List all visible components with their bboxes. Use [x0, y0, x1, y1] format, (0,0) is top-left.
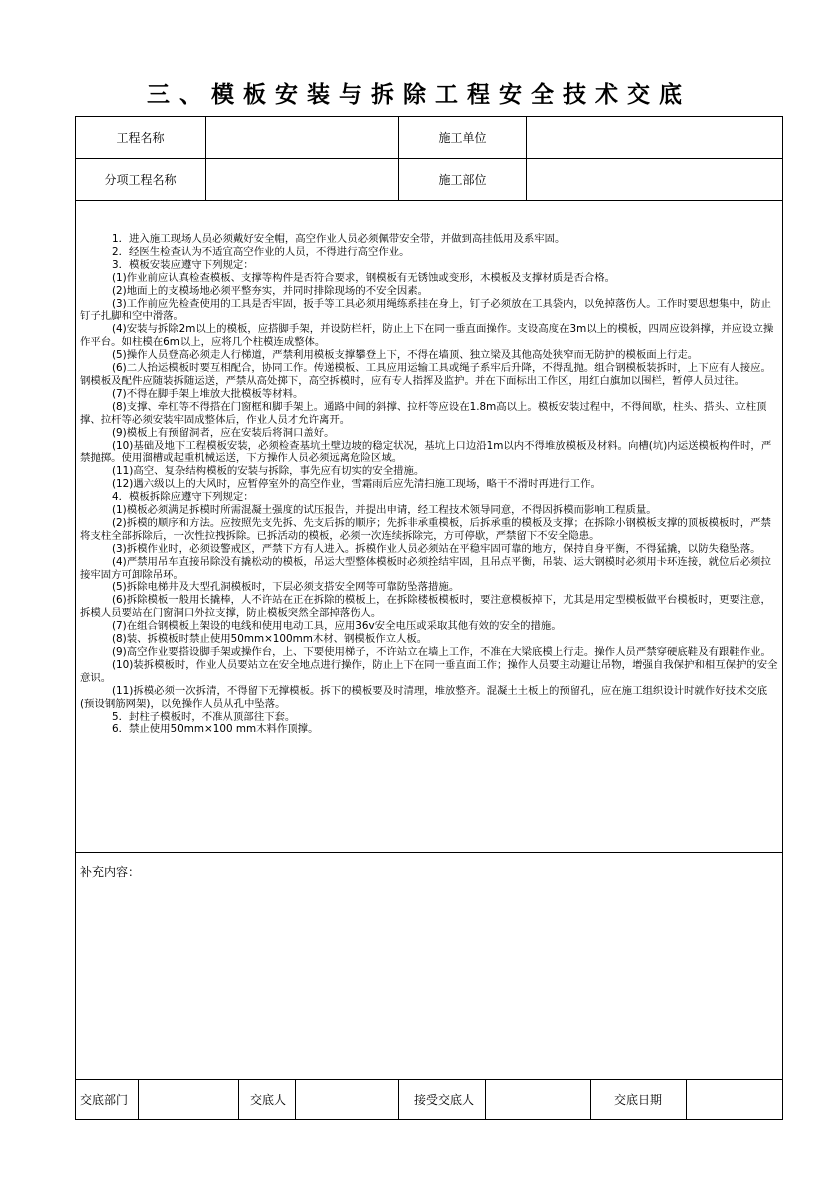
- sub-project-value[interactable]: [206, 159, 398, 200]
- content-paragraph: (1)模板必须满足拆模时所需混凝土强度的试压报告，并提出申请，经工程技术领导同意，不得因拆模而影响工程质量。: [112, 504, 657, 517]
- content-paragraph: 5．封柱子模板时，不准从顶部往下套。: [112, 710, 296, 723]
- content-paragraph: (6)拆除模板一般用长撬棒，人不许站在正在拆除的模板上，在拆除楼板模板时，要注意模板掉下，尤其是用定型模板做平台模板时，更要注意，拆模人员要站在门窗洞口外拉支撑，防止模板突然全部掉落伤人。: [80, 594, 771, 620]
- discloser-label: 交底人: [250, 1092, 287, 1107]
- date-value[interactable]: [687, 1079, 782, 1119]
- disclosure-form: [75, 116, 783, 1120]
- supplement-label: 补充内容：: [80, 865, 141, 879]
- construction-part-label: 施工部位: [438, 173, 487, 187]
- col-divider: [238, 1079, 239, 1119]
- page-title: 三、模板安装与拆除工程安全技术交底: [147, 82, 691, 108]
- content-paragraph: (3)工作前应先检查使用的工具是否牢固，扳手等工具必须用绳练系挂在身上，钉子必须放在工具袋内，以免掉落伤人。工作时要思想集中，防止钉子扎脚和空中滑落。: [80, 297, 771, 323]
- project-name-label: 工程名称: [116, 131, 165, 145]
- construction-unit-value[interactable]: [527, 117, 782, 158]
- content-paragraph: 3．模板安装应遵守下列规定：: [112, 258, 254, 271]
- content-paragraph: (11)高空、复杂结构模板的安装与拆除，事先应有切实的安全措施。: [112, 465, 425, 478]
- content-paragraph: (4)严禁用吊车直接吊除没有撬松动的模板，吊运大型整体模板时必须拴结牢固，且吊点平衡，吊装、运大钢模时必须用卡环连接，就位后必须拉接牢固方可卸除吊环。: [80, 555, 771, 581]
- receiver-value[interactable]: [486, 1079, 590, 1119]
- content-paragraph: 4．模板拆除应遵守下列规定：: [112, 491, 254, 504]
- discloser-value[interactable]: [296, 1079, 398, 1119]
- content-paragraph: (3)拆模作业时，必须设警戒区，严禁下方有人进入。拆模作业人员必须站在平稳牢固可靠的地方，保持自身平衡，不得猛撬，以防失稳坠落。: [112, 542, 761, 555]
- content-paragraph: (7)在组合钢模板上架设的电线和使用电动工具，应用36v安全电压或采取其他有效的安全的措施。: [112, 620, 562, 633]
- content-paragraph: (2)地面上的支模场地必须平整夯实，并同时排除现场的不安全因素。: [112, 284, 429, 297]
- content-paragraph: 6．禁止使用50mm×100 mm木料作顶撑。: [112, 723, 319, 736]
- content-paragraph: (4)安装与拆除2m以上的模板，应搭脚手架，并设防栏杆，防止上下在同一垂直面操作。支设高度在3m以上的模板，四周应设斜撑，并应设立操作平台。如柱模在6m以上，应将几个柱模连成整体。: [80, 323, 774, 349]
- content-paragraph: (9)模板上有预留洞者，应在安装后将洞口盖好。: [112, 426, 335, 439]
- dept-label: 交底部门: [80, 1092, 129, 1107]
- content-paragraph: 2．经医生检查认为不适宜高空作业的人员，不得进行高空作业。: [112, 245, 410, 258]
- receiver-label: 接受交底人: [414, 1092, 475, 1107]
- project-name-value[interactable]: [206, 117, 398, 158]
- content-paragraph: (10)基础及地下工程模板安装，必须检查基坑土壁边坡的稳定状况，基坑上口边沿1m以内不得堆放模板及材料。向槽(坑)内运送模板构件时，严禁抛掷。使用溜槽或起重机械运送，下方操作人员必须远离危险区域。: [80, 439, 772, 465]
- content-paragraph: 1．进入施工现场人员必须戴好安全帽，高空作业人员必须佩带安全带，并做到高挂低用及系牢固。: [112, 233, 566, 245]
- date-label: 交底日期: [614, 1092, 663, 1107]
- content-paragraph: (8)支撑、牵杠等不得搭在门窗框和脚手架上。通路中间的斜撑、拉杆等应设在1.8m高以上。模板安装过程中，不得间歇，柱头、搭头、立柱顶撑、拉杆等必须安装牢固成整体后，作业人员才允许离开。: [80, 400, 767, 426]
- row-divider: [76, 852, 782, 853]
- content-paragraph: (6)二人抬运模板时要互相配合，协同工作。传递模板、工具应用运输工具或绳子系牢后升降，不得乱抛。组合钢模板装拆时，上下应有人接应。钢模板及配件应随装拆随运送，严禁从高处掷下，高空拆模时，应有专人指挥及监护。并在下面标出工作区，用红白旗加以围栏，暂停人员过往。: [80, 362, 771, 387]
- col-divider: [398, 1079, 399, 1119]
- sub-project-label: 分项工程名称: [104, 173, 177, 187]
- disclosure-content: [80, 233, 780, 736]
- content-paragraph: (8)装、拆模板时禁止使用50mm×100mm木材、钢模板作立人板。: [112, 633, 428, 646]
- content-paragraph: (5)拆除电梯井及大型孔洞模板时，下层必须支搭安全网等可靠防坠落措施。: [112, 581, 460, 594]
- content-paragraph: (12)遇六级以上的大风时，应暂停室外的高空作业，雪霜雨后应先清扫施工现场，略干不滑时再进行工作。: [112, 478, 601, 491]
- col-divider: [590, 1079, 591, 1119]
- content-paragraph: (9)高空作业要搭设脚手架或操作台，上、下要使用梯子，不许站立在墙上工作，不准在大梁底模上行走。操作人员严禁穿硬底鞋及有跟鞋作业。: [112, 646, 771, 658]
- content-paragraph: (7)不得在脚手架上堆放大批模板等材料。: [112, 387, 304, 400]
- content-paragraph: (2)拆模的顺序和方法。应按照先支先拆、先支后拆的顺序；先拆非承重模板，后拆承重的模板及支撑；在拆除小钢模板支撑的顶板模板时，严禁将支柱全部拆除后，一次性拉拽拆除。已拆活动的模板，必须一次连续拆除完，方可停歇，严禁留下不安全隐患。: [80, 516, 771, 542]
- content-paragraph: (1)作业前应认真检查模板、支撑等构件是否符合要求，钢模板有无锈蚀或变形，木模板及支撑材质是否合格。: [112, 271, 616, 284]
- content-paragraph: (11)拆模必须一次拆清，不得留下无撑模板。拆下的模板要及时清理，堆放整齐。混凝土土板上的预留孔，应在施工组织设计时就作好技术交底(预设钢筋网架)，以免操作人员从孔中坠落。: [80, 684, 768, 710]
- row-divider: [76, 200, 782, 201]
- content-paragraph: (10)装拆模板时，作业人员要站立在安全地点进行操作，防止上下在同一垂直面工作；操作人员要主动避让吊物，增强自我保护和相互保护的安全意识。: [80, 658, 778, 684]
- construction-unit-label: 施工单位: [438, 131, 487, 145]
- dept-value[interactable]: [139, 1079, 238, 1119]
- construction-part-value[interactable]: [527, 159, 782, 200]
- content-paragraph: (5)操作人员登高必须走人行梯道，严禁利用模板支撑攀登上下，不得在墙顶、独立梁及其他高处狭窄而无防护的模板面上行走。: [112, 349, 699, 362]
